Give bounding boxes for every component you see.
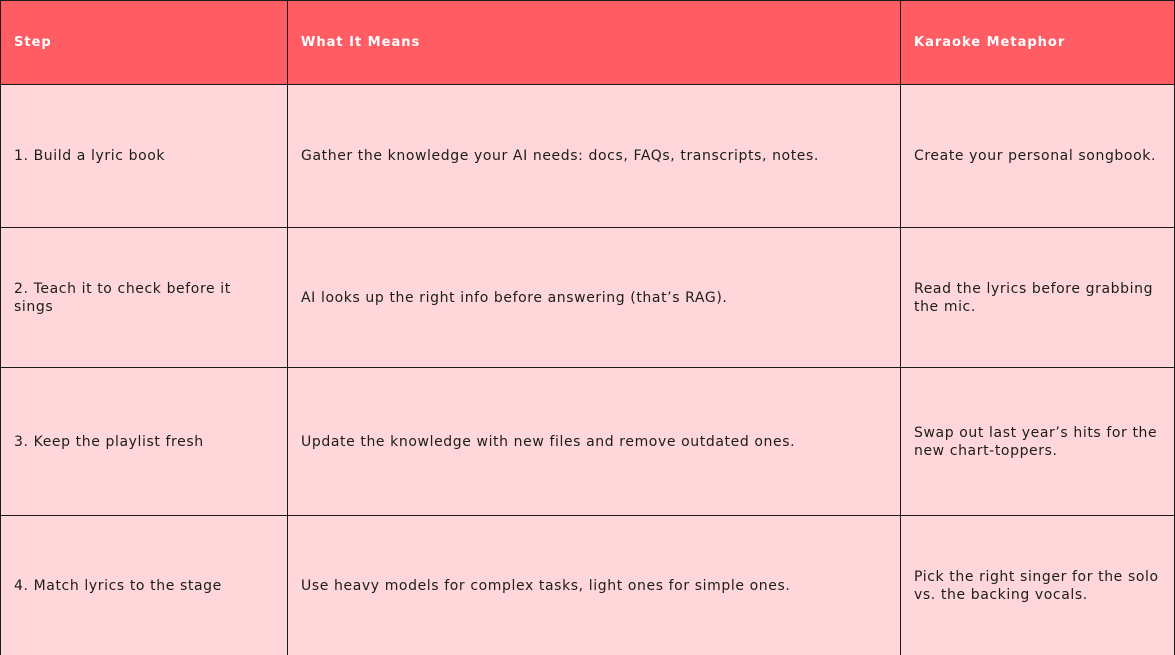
meaning-cell: Use heavy models for complex tasks, light ones for simple ones. <box>288 516 901 655</box>
metaphor-cell: Swap out last year’s hits for the new chart-toppers. <box>901 368 1175 516</box>
table-row <box>1 85 1175 228</box>
header-karaoke-metaphor: Karaoke Metaphor <box>901 1 1175 85</box>
table-row <box>1 368 1175 516</box>
table-row <box>1 516 1175 655</box>
meaning-cell: Gather the knowledge your AI needs: docs, FAQs, transcripts, notes. <box>288 85 901 228</box>
step-cell: 3. Keep the playlist fresh <box>1 368 288 516</box>
step-cell: 4. Match lyrics to the stage <box>1 516 288 655</box>
metaphor-cell: Read the lyrics before grabbing the mic. <box>901 228 1175 368</box>
table-row <box>1 228 1175 368</box>
table-header <box>1 1 1175 85</box>
step-cell: 1. Build a lyric book <box>1 85 288 228</box>
table-body <box>1 85 1175 655</box>
header-what-it-means: What It Means <box>288 1 901 85</box>
meaning-cell: Update the knowledge with new files and remove outdated ones. <box>288 368 901 516</box>
header-step: Step <box>1 1 288 85</box>
metaphor-cell: Pick the right singer for the solo vs. the backing vocals. <box>901 516 1175 655</box>
meaning-cell: AI looks up the right info before answering (that’s RAG). <box>288 228 901 368</box>
step-cell: 2. Teach it to check before it sings <box>1 228 288 368</box>
metaphor-cell: Create your personal songbook. <box>901 85 1175 228</box>
header-row <box>1 1 1175 85</box>
